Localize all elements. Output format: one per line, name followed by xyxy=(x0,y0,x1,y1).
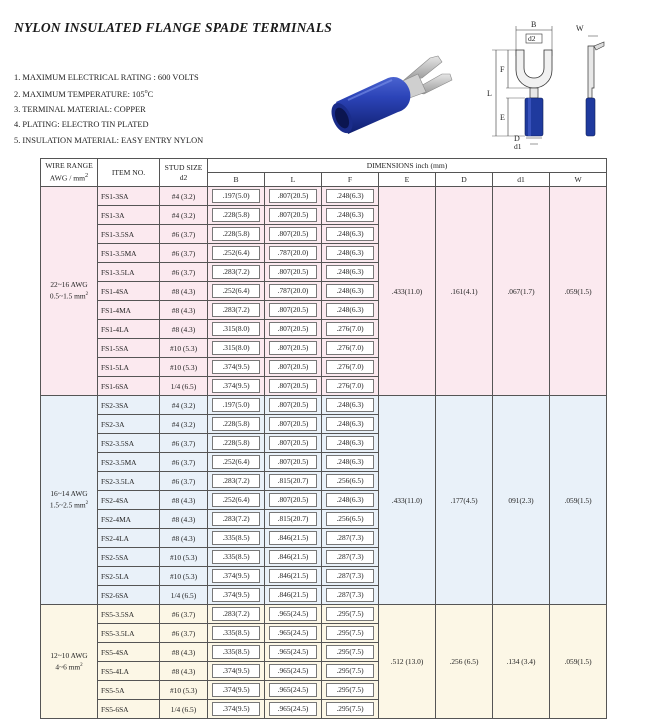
stud-size-cell: #6 (3.7) xyxy=(160,472,208,491)
table-row xyxy=(41,605,607,624)
l-value: .807(20.5) xyxy=(269,493,317,507)
b-cell xyxy=(208,662,265,681)
b-value: .197(5.0) xyxy=(212,189,260,203)
stud-size-cell: #6 (3.7) xyxy=(160,225,208,244)
f-cell xyxy=(322,225,379,244)
f-cell xyxy=(322,339,379,358)
b-value: .228(5.8) xyxy=(212,208,260,222)
l-value: .846(21.5) xyxy=(269,531,317,545)
e-cell: .433(11.0) xyxy=(379,187,436,396)
l-value: .807(20.5) xyxy=(269,436,317,450)
l-value: .807(20.5) xyxy=(269,227,317,241)
f-cell xyxy=(322,567,379,586)
f-cell xyxy=(322,434,379,453)
table-row xyxy=(41,396,607,415)
f-cell xyxy=(322,282,379,301)
f-value: .248(6.3) xyxy=(326,493,374,507)
header-wire-range xyxy=(41,159,98,187)
b-cell xyxy=(208,586,265,605)
l-cell xyxy=(265,529,322,548)
header-wire-range-sup: 2 xyxy=(85,172,89,180)
item-no-cell: FS1-3.5LA xyxy=(98,263,160,282)
b-value: .252(6.4) xyxy=(212,493,260,507)
b-value: .335(8.5) xyxy=(212,550,260,564)
b-cell xyxy=(208,624,265,643)
b-cell xyxy=(208,396,265,415)
f-value: .295(7.5) xyxy=(326,702,374,716)
b-value: .374(9.5) xyxy=(212,702,260,716)
b-cell xyxy=(208,358,265,377)
f-value: .256(6.5) xyxy=(326,512,374,526)
f-value: .287(7.3) xyxy=(326,550,374,564)
l-cell xyxy=(265,396,322,415)
header-stud-size-label: STUD SIZE xyxy=(164,162,203,172)
b-value: .374(9.5) xyxy=(212,683,260,697)
b-cell xyxy=(208,453,265,472)
l-cell xyxy=(265,681,322,700)
l-cell xyxy=(265,434,322,453)
item-no-cell: FS1-3.5SA xyxy=(98,225,160,244)
degree-symbol: o xyxy=(144,89,148,96)
b-value: .283(7.2) xyxy=(212,607,260,621)
b-cell xyxy=(208,320,265,339)
l-cell xyxy=(265,700,322,719)
b-value: .197(5.0) xyxy=(212,398,260,412)
l-value: .787(20.0) xyxy=(269,284,317,298)
f-value: .256(6.5) xyxy=(326,474,374,488)
b-value: .228(5.8) xyxy=(212,436,260,450)
l-value: .965(24.5) xyxy=(269,607,317,621)
header-wire-range-unit: AWG / mm xyxy=(49,173,86,183)
f-value: .248(6.3) xyxy=(326,246,374,260)
header-col-d: D xyxy=(436,173,493,187)
l-cell xyxy=(265,491,322,510)
stud-size-cell: #6 (3.7) xyxy=(160,244,208,263)
l-value: .807(20.5) xyxy=(269,322,317,336)
b-value: .335(8.5) xyxy=(212,531,260,545)
b-cell xyxy=(208,548,265,567)
l-cell xyxy=(265,282,322,301)
f-value: .295(7.5) xyxy=(326,607,374,621)
l-cell xyxy=(265,244,322,263)
wire-range-cell xyxy=(41,187,98,396)
label-d1: d1 xyxy=(514,142,522,151)
b-value: .335(8.5) xyxy=(212,626,260,640)
l-cell xyxy=(265,358,322,377)
item-no-cell: FS1-4SA xyxy=(98,282,160,301)
item-no-cell: FS1-3A xyxy=(98,206,160,225)
wire-mm-sup: 2 xyxy=(80,662,83,668)
l-cell xyxy=(265,339,322,358)
item-no-cell: FS5-3.5LA xyxy=(98,624,160,643)
stud-size-cell: #6 (3.7) xyxy=(160,263,208,282)
f-cell xyxy=(322,681,379,700)
item-no-cell: FS1-3.5MA xyxy=(98,244,160,263)
f-cell xyxy=(322,529,379,548)
label-d: D xyxy=(514,134,520,143)
f-value: .248(6.3) xyxy=(326,417,374,431)
f-value: .287(7.3) xyxy=(326,588,374,602)
b-cell xyxy=(208,472,265,491)
wire-awg: 16~14 AWG xyxy=(50,489,88,499)
b-value: .374(9.5) xyxy=(212,664,260,678)
f-value: .276(7.0) xyxy=(326,360,374,374)
l-cell xyxy=(265,225,322,244)
stud-size-cell: #4 (3.2) xyxy=(160,206,208,225)
item-no-cell: FS5-4LA xyxy=(98,662,160,681)
f-value: .276(7.0) xyxy=(326,322,374,336)
l-value: .807(20.5) xyxy=(269,398,317,412)
f-value: .248(6.3) xyxy=(326,265,374,279)
item-no-cell: FS1-5LA xyxy=(98,358,160,377)
item-no-cell: FS2-4LA xyxy=(98,529,160,548)
f-cell xyxy=(322,700,379,719)
l-value: .965(24.5) xyxy=(269,702,317,716)
l-value: .965(24.5) xyxy=(269,683,317,697)
stud-size-cell: #4 (3.2) xyxy=(160,396,208,415)
b-cell xyxy=(208,301,265,320)
b-cell xyxy=(208,700,265,719)
item-no-cell: FS5-6SA xyxy=(98,700,160,719)
b-value: .252(6.4) xyxy=(212,455,260,469)
f-value: .248(6.3) xyxy=(326,303,374,317)
b-value: .252(6.4) xyxy=(212,246,260,260)
item-no-cell: FS2-6SA xyxy=(98,586,160,605)
f-value: .295(7.5) xyxy=(326,664,374,678)
l-cell xyxy=(265,301,322,320)
dimensions-table xyxy=(40,158,607,719)
item-no-cell: FS5-4SA xyxy=(98,643,160,662)
stud-size-cell: #8 (4.3) xyxy=(160,643,208,662)
header-item-no: ITEM NO. xyxy=(98,159,160,187)
table-row xyxy=(41,187,607,206)
stud-size-cell: #8 (4.3) xyxy=(160,662,208,681)
f-cell xyxy=(322,244,379,263)
l-value: .807(20.5) xyxy=(269,265,317,279)
f-cell xyxy=(322,586,379,605)
b-value: .283(7.2) xyxy=(212,474,260,488)
f-value: .248(6.3) xyxy=(326,455,374,469)
stud-size-cell: #10 (5.3) xyxy=(160,358,208,377)
l-value: .965(24.5) xyxy=(269,626,317,640)
f-cell xyxy=(322,510,379,529)
b-value: .374(9.5) xyxy=(212,379,260,393)
w-cell: .059(1.5) xyxy=(550,396,607,605)
b-value: .228(5.8) xyxy=(212,227,260,241)
item-no-cell: FS2-3A xyxy=(98,415,160,434)
spec-item: 3. TERMINAL MATERIAL: COPPER xyxy=(14,105,146,115)
f-value: .295(7.5) xyxy=(326,626,374,640)
stud-size-cell: #4 (3.2) xyxy=(160,415,208,434)
d1-cell: .134 (3.4) xyxy=(493,605,550,719)
header-col-l: L xyxy=(265,173,322,187)
w-cell: .059(1.5) xyxy=(550,187,607,396)
spec-item: 1. MAXIMUM ELECTRICAL RATING : 600 VOLTS xyxy=(14,73,199,82)
l-cell xyxy=(265,320,322,339)
b-value: .283(7.2) xyxy=(212,303,260,317)
b-cell xyxy=(208,225,265,244)
f-cell xyxy=(322,206,379,225)
item-no-cell: FS1-4LA xyxy=(98,320,160,339)
b-cell xyxy=(208,681,265,700)
item-no-cell: FS5-5A xyxy=(98,681,160,700)
l-value: .807(20.5) xyxy=(269,379,317,393)
b-cell xyxy=(208,529,265,548)
stud-size-cell: #8 (4.3) xyxy=(160,510,208,529)
l-value: .815(20.7) xyxy=(269,474,317,488)
wire-mm-sup: 2 xyxy=(85,292,89,298)
f-cell xyxy=(322,320,379,339)
header-col-f: F xyxy=(322,173,379,187)
wire-mm-sup: 2 xyxy=(85,501,89,507)
b-cell xyxy=(208,339,265,358)
e-cell: .512 (13.0) xyxy=(379,605,436,719)
d-cell: .256 (6.5) xyxy=(436,605,493,719)
f-value: .295(7.5) xyxy=(326,683,374,697)
b-cell xyxy=(208,377,265,396)
wire-mm: 4~6 mm xyxy=(55,662,81,672)
l-cell xyxy=(265,643,322,662)
b-cell xyxy=(208,187,265,206)
stud-size-cell: #6 (3.7) xyxy=(160,624,208,643)
b-cell xyxy=(208,643,265,662)
l-value: .807(20.5) xyxy=(269,455,317,469)
item-no-cell: FS2-3SA xyxy=(98,396,160,415)
l-cell xyxy=(265,415,322,434)
stud-size-cell: #10 (5.3) xyxy=(160,681,208,700)
l-cell xyxy=(265,206,322,225)
b-cell xyxy=(208,206,265,225)
l-value: .815(20.7) xyxy=(269,512,317,526)
item-no-cell: FS2-5LA xyxy=(98,567,160,586)
b-value: .228(5.8) xyxy=(212,417,260,431)
item-no-cell: FS1-4MA xyxy=(98,301,160,320)
b-value: .374(9.5) xyxy=(212,360,260,374)
item-no-cell: FS2-4SA xyxy=(98,491,160,510)
b-value: .315(8.0) xyxy=(212,341,260,355)
stud-size-cell: #8 (4.3) xyxy=(160,301,208,320)
f-cell xyxy=(322,491,379,510)
stud-size-cell: #6 (3.7) xyxy=(160,453,208,472)
header-col-b: B xyxy=(208,173,265,187)
item-no-cell: FS1-6SA xyxy=(98,377,160,396)
b-cell xyxy=(208,263,265,282)
f-cell xyxy=(322,453,379,472)
e-cell: .433(11.0) xyxy=(379,396,436,605)
f-value: .248(6.3) xyxy=(326,227,374,241)
header-stud-size xyxy=(160,159,208,187)
stud-size-cell: #10 (5.3) xyxy=(160,548,208,567)
stud-size-cell: 1/4 (6.5) xyxy=(160,700,208,719)
header-dimensions: DIMENSIONS inch (mm) xyxy=(208,159,607,173)
wire-range-cell xyxy=(41,396,98,605)
b-value: .315(8.0) xyxy=(212,322,260,336)
label-w: W xyxy=(576,24,584,33)
l-cell xyxy=(265,662,322,681)
temperature-unit: C xyxy=(147,90,154,99)
label-d2: d2 xyxy=(528,34,536,43)
header-stud-size-sub: d2 xyxy=(179,172,188,182)
b-cell xyxy=(208,567,265,586)
wire-awg: 22~16 AWG xyxy=(50,280,88,290)
table-body xyxy=(41,187,607,719)
header-wire-range-label: WIRE RANGE xyxy=(45,161,93,171)
w-cell: .059(1.5) xyxy=(550,605,607,719)
f-cell xyxy=(322,472,379,491)
l-cell xyxy=(265,453,322,472)
stud-size-cell: #4 (3.2) xyxy=(160,187,208,206)
label-l: L xyxy=(487,89,492,98)
l-value: .846(21.5) xyxy=(269,550,317,564)
f-value: .276(7.0) xyxy=(326,379,374,393)
wire-mm: 0.5~1.5 mm xyxy=(49,291,86,301)
l-value: .965(24.5) xyxy=(269,664,317,678)
wire-range-cell xyxy=(41,605,98,719)
item-no-cell: FS2-4MA xyxy=(98,510,160,529)
l-cell xyxy=(265,263,322,282)
f-cell xyxy=(322,548,379,567)
l-cell xyxy=(265,605,322,624)
l-value: .807(20.5) xyxy=(269,360,317,374)
f-value: .248(6.3) xyxy=(326,189,374,203)
f-cell xyxy=(322,396,379,415)
stud-size-cell: #6 (3.7) xyxy=(160,434,208,453)
spec-list xyxy=(14,70,203,148)
f-value: .248(6.3) xyxy=(326,398,374,412)
label-f: F xyxy=(500,65,505,74)
b-value: .374(9.5) xyxy=(212,569,260,583)
l-cell xyxy=(265,472,322,491)
b-cell xyxy=(208,491,265,510)
stud-size-cell: #8 (4.3) xyxy=(160,491,208,510)
f-cell xyxy=(322,301,379,320)
wire-awg: 12~10 AWG xyxy=(50,650,88,660)
wire-mm: 1.5~2.5 mm xyxy=(49,500,86,510)
l-value: .965(24.5) xyxy=(269,645,317,659)
b-value: .335(8.5) xyxy=(212,645,260,659)
l-value: .807(20.5) xyxy=(269,417,317,431)
b-value: .374(9.5) xyxy=(212,588,260,602)
d-cell: .177(4.5) xyxy=(436,396,493,605)
b-cell xyxy=(208,434,265,453)
item-no-cell: FS2-3.5SA xyxy=(98,434,160,453)
b-cell xyxy=(208,510,265,529)
f-cell xyxy=(322,624,379,643)
page-title: NYLON INSULATED FLANGE SPADE TERMINALS xyxy=(14,20,332,35)
f-cell xyxy=(322,415,379,434)
b-value: .252(6.4) xyxy=(212,284,260,298)
stud-size-cell: #8 (4.3) xyxy=(160,282,208,301)
f-cell xyxy=(322,643,379,662)
dimension-diagram xyxy=(476,16,626,156)
l-cell xyxy=(265,548,322,567)
l-value: .807(20.5) xyxy=(269,208,317,222)
f-value: .287(7.3) xyxy=(326,531,374,545)
stud-size-cell: 1/4 (6.5) xyxy=(160,586,208,605)
f-cell xyxy=(322,263,379,282)
l-cell xyxy=(265,187,322,206)
l-value: .807(20.5) xyxy=(269,341,317,355)
header-col-e: E xyxy=(379,173,436,187)
spec-item-text: 2. MAXIMUM TEMPERATURE: 105 xyxy=(14,90,145,99)
b-value: .283(7.2) xyxy=(212,265,260,279)
l-cell xyxy=(265,510,322,529)
d-cell: .161(4.1) xyxy=(436,187,493,396)
b-value: .283(7.2) xyxy=(212,512,260,526)
stud-size-cell: #8 (4.3) xyxy=(160,320,208,339)
l-cell xyxy=(265,377,322,396)
l-value: .807(20.5) xyxy=(269,189,317,203)
l-value: .846(21.5) xyxy=(269,588,317,602)
spec-item xyxy=(14,85,203,102)
header-col-w: W xyxy=(550,173,607,187)
d1-cell: .067(1.7) xyxy=(493,187,550,396)
item-no-cell: FS1-5SA xyxy=(98,339,160,358)
d1-cell: 091(2.3) xyxy=(493,396,550,605)
f-value: .248(6.3) xyxy=(326,436,374,450)
label-b: B xyxy=(531,20,537,29)
f-value: .248(6.3) xyxy=(326,208,374,222)
stud-size-cell: #10 (5.3) xyxy=(160,567,208,586)
stud-size-cell: #10 (5.3) xyxy=(160,339,208,358)
f-cell xyxy=(322,605,379,624)
l-cell xyxy=(265,624,322,643)
f-value: .276(7.0) xyxy=(326,341,374,355)
label-e: E xyxy=(500,113,505,122)
b-cell xyxy=(208,605,265,624)
l-value: .787(20.0) xyxy=(269,246,317,260)
item-no-cell: FS1-3SA xyxy=(98,187,160,206)
b-cell xyxy=(208,282,265,301)
header-col-d1: d1 xyxy=(493,173,550,187)
f-value: .248(6.3) xyxy=(326,284,374,298)
b-cell xyxy=(208,244,265,263)
b-cell xyxy=(208,415,265,434)
f-cell xyxy=(322,377,379,396)
stud-size-cell: #6 (3.7) xyxy=(160,605,208,624)
stud-size-cell: #8 (4.3) xyxy=(160,529,208,548)
terminal-product-image xyxy=(318,44,468,136)
l-value: .846(21.5) xyxy=(269,569,317,583)
l-cell xyxy=(265,586,322,605)
f-value: .295(7.5) xyxy=(326,645,374,659)
f-cell xyxy=(322,358,379,377)
item-no-cell: FS2-5SA xyxy=(98,548,160,567)
f-cell xyxy=(322,662,379,681)
spec-item: 4. PLATING: ELECTRO TIN PLATED xyxy=(14,120,149,130)
spec-item: 5. INSULATION MATERIAL: EASY ENTRY NYLON xyxy=(14,135,204,145)
l-value: .807(20.5) xyxy=(269,303,317,317)
f-cell xyxy=(322,187,379,206)
f-value: .287(7.3) xyxy=(326,569,374,583)
l-cell xyxy=(265,567,322,586)
item-no-cell: FS2-3.5LA xyxy=(98,472,160,491)
item-no-cell: FS2-3.5MA xyxy=(98,453,160,472)
item-no-cell: FS5-3.5SA xyxy=(98,605,160,624)
stud-size-cell: 1/4 (6.5) xyxy=(160,377,208,396)
